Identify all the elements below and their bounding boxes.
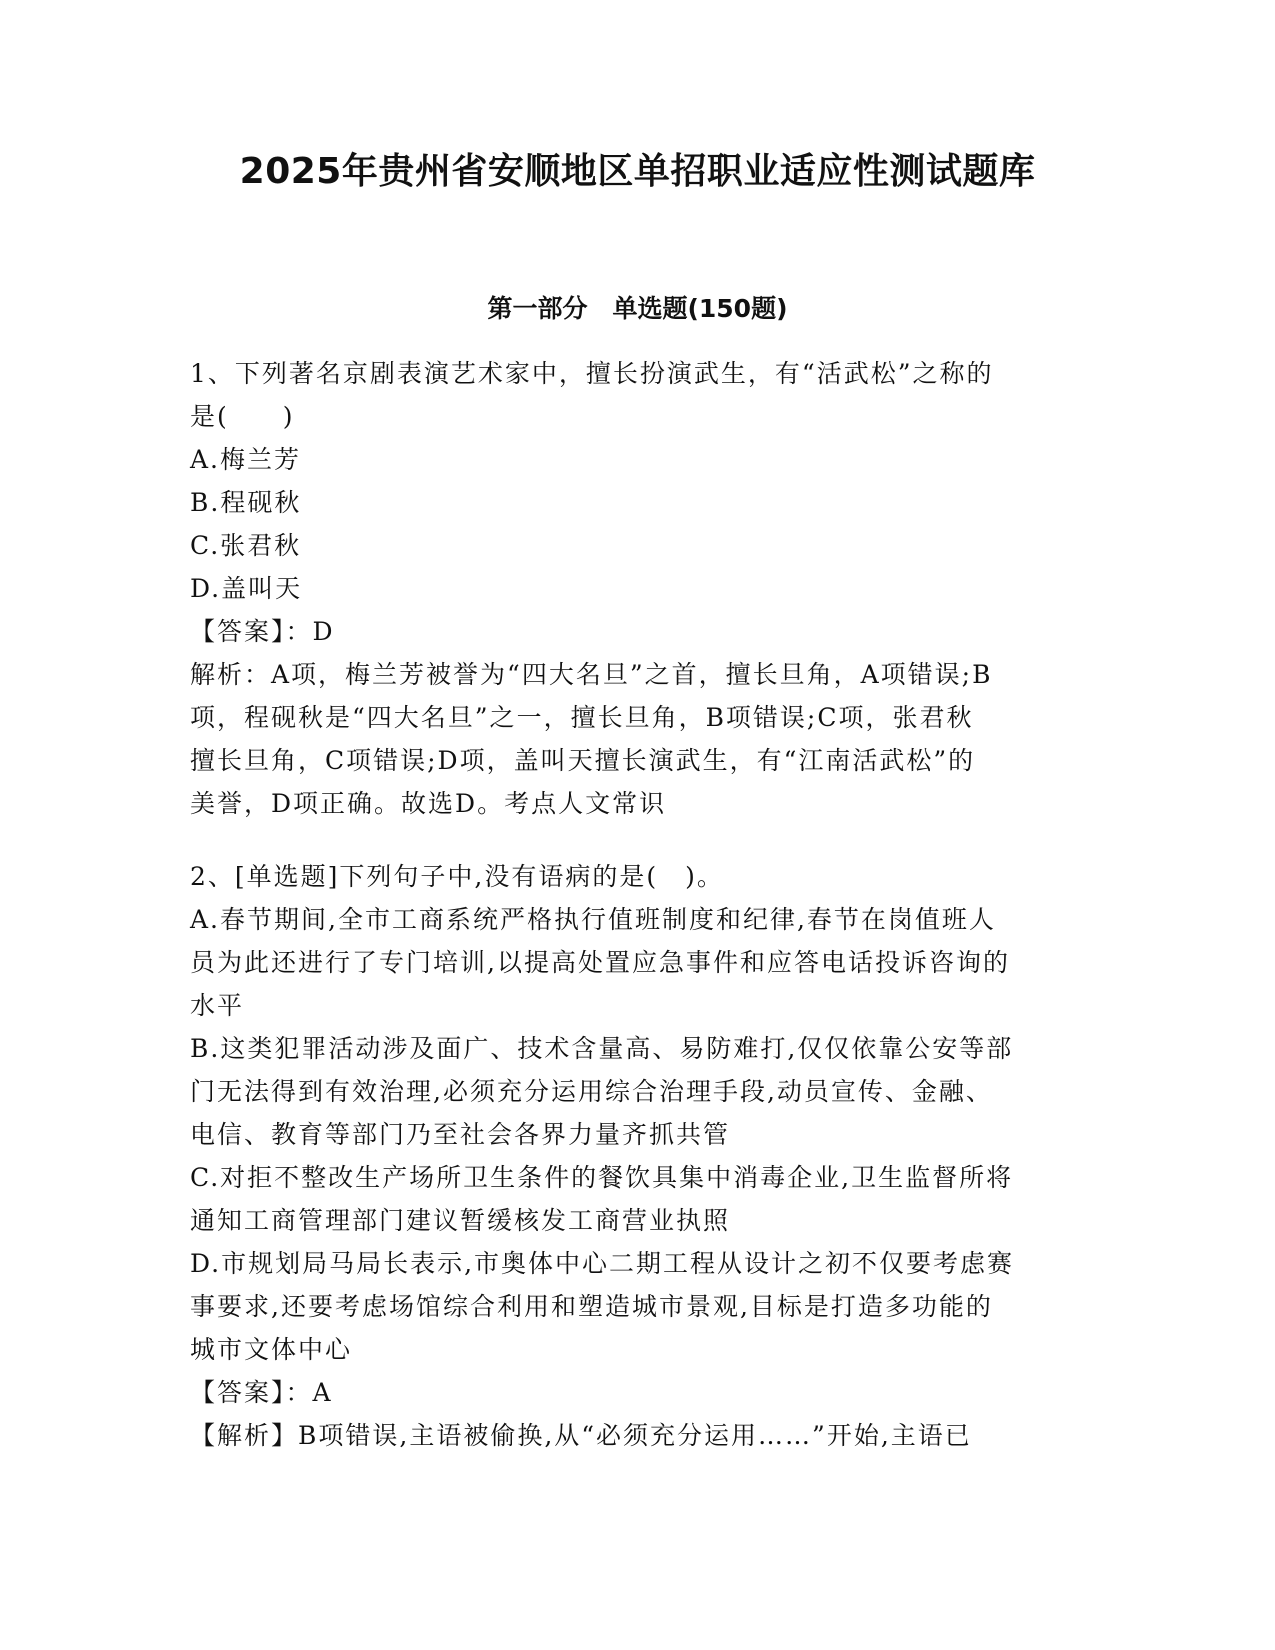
question-1-analysis-line-1: 解析：A项，梅兰芳被誉为“四大名旦”之首，擅长旦角，A项错误;B: [190, 660, 993, 689]
question-1-stem-line-1: 1、下列著名京剧表演艺术家中，擅长扮演武生，有“活武松”之称的: [190, 359, 994, 388]
section-title: 第一部分 单选题(150题): [487, 294, 788, 323]
question-1-answer: 【答案】：D: [190, 617, 335, 646]
question-2-option-d-line-3: 城市文体中心: [190, 1335, 353, 1364]
question-2-answer: 【答案】：A: [190, 1378, 333, 1407]
document-title: 2025年贵州省安顺地区单招职业适应性测试题库: [239, 151, 1036, 192]
question-2-option-c-line-1: C.对拒不整改生产场所卫生条件的餐饮具集中消毒企业,卫生监督所将: [190, 1163, 1014, 1192]
question-2-analysis-line-1: 【解析】B项错误,主语被偷换,从“必须充分运用……”开始,主语已: [190, 1421, 972, 1450]
question-1-analysis-line-4: 美誉，D项正确。故选D。考点人文常识: [190, 789, 667, 818]
question-2-option-d-line-1: D.市规划局马局长表示,市奥体中心二期工程从设计之初不仅要考虑赛: [190, 1249, 1015, 1278]
question-2-option-c-line-2: 通知工商管理部门建议暂缓核发工商营业执照: [190, 1206, 731, 1235]
question-1-option-a: A.梅兰芳: [190, 445, 302, 474]
question-2-stem: 2、[单选题]下列句子中,没有语病的是( )。: [190, 862, 724, 891]
question-1-analysis-line-2: 项，程砚秋是“四大名旦”之一，擅长旦角，B项错误;C项，张君秋: [190, 703, 974, 732]
question-2-option-b-line-2: 门无法得到有效治理,必须充分运用综合治理手段,动员宣传、金融、: [190, 1077, 993, 1106]
question-2-option-b-line-1: B.这类犯罪活动涉及面广、技术含量高、易防难打,仅仅依靠公安等部: [190, 1034, 1014, 1063]
document-body: [190, 352, 1080, 1457]
question-1-stem-line-2: 是( ): [190, 402, 295, 431]
question-2-option-a-line-3: 水平: [190, 991, 245, 1020]
question-1-option-b: B.程砚秋: [190, 488, 302, 517]
question-2: [190, 855, 1080, 1457]
question-1-analysis-line-3: 擅长旦角，C项错误;D项，盖叫天擅长演武生，有“江南活武松”的: [190, 746, 976, 775]
question-2-option-b-line-3: 电信、教育等部门乃至社会各界力量齐抓共管: [190, 1120, 731, 1149]
question-2-option-d-line-2: 事要求,还要考虑场馆综合利用和塑造城市景观,目标是打造多功能的: [190, 1292, 993, 1321]
question-2-option-a-line-1: A.春节期间,全市工商系统严格执行值班制度和纪律,春节在岗值班人: [190, 905, 996, 934]
question-1-option-c: C.张君秋: [190, 531, 302, 560]
question-2-option-a-line-2: 员为此还进行了专门培训,以提高处置应急事件和应答电话投诉咨询的: [190, 948, 1010, 977]
question-spacer: [190, 825, 1080, 855]
question-1: [190, 352, 1080, 825]
question-1-option-d: D.盖叫天: [190, 574, 303, 603]
